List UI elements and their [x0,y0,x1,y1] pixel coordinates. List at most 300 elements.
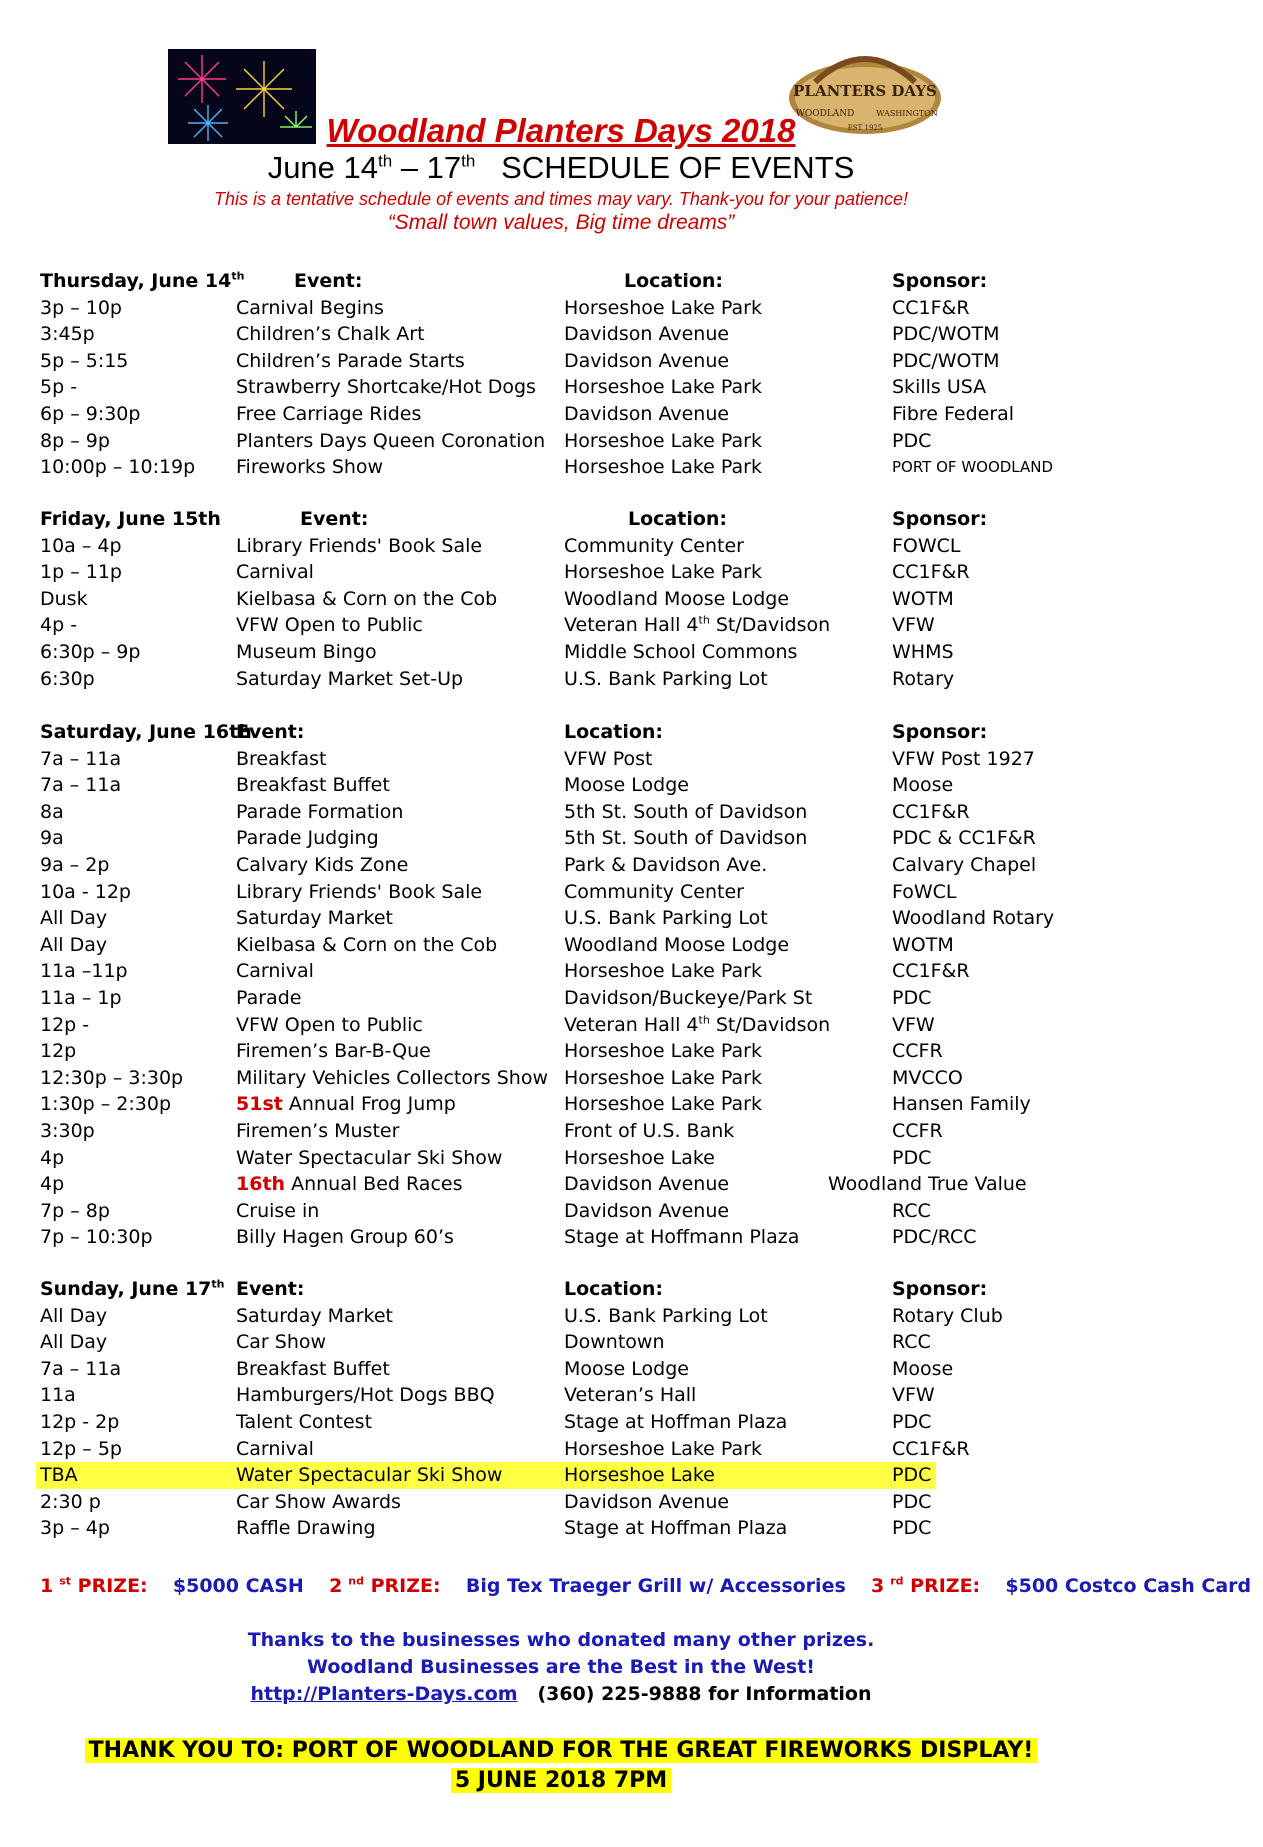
event-sponsor: CCFR [892,1040,943,1063]
event-time: 6p – 9:30p [40,403,141,425]
event-name [236,1118,399,1145]
event-name [236,772,390,799]
schedule-row [0,1038,1122,1065]
event-sponsor: PDC [892,1146,932,1169]
event-name [236,1356,390,1383]
event-name-text: Carnival [236,561,314,584]
event-location-text: U.S. Bank Parking Lot [564,907,768,930]
event-name [236,879,482,906]
event-time: 12p [40,1040,77,1063]
event-location [564,746,653,773]
day-label [40,1276,224,1303]
schedule-row [0,799,1122,826]
event-location-text: Front of U.S. Bank [564,1120,735,1142]
event-name [236,1462,502,1489]
event-ordinal: 16th [236,1173,286,1196]
event-sponsor: PDC/WOTM [892,349,1000,372]
event-time: All Day [40,1331,108,1354]
event-time: 7p – 8p [40,1199,110,1222]
event-name [236,428,545,455]
event-name-text: VFW Open to Public [236,614,423,637]
schedule-row [0,321,1122,348]
event-name-text: Parade [236,987,302,1009]
event-location [564,559,762,586]
event-col-header: Event: [300,508,369,530]
location-col-header: Location: [628,508,728,530]
event-time: 9a – 2p [40,854,110,876]
event-name-text: VFW Open to Public [236,1013,423,1036]
event-name [236,374,536,401]
event-name [236,1224,454,1251]
schedule-row [0,1145,1122,1172]
event-location [564,1038,762,1065]
event-name-text: Kielbasa & Corn on the Cob [236,933,498,956]
event-location-text: Horseshoe Lake Park [564,1437,762,1460]
event-col-header: Event: [236,721,305,743]
event-name [236,1171,462,1198]
event-name [236,1145,502,1172]
event-location [564,1012,830,1039]
location-col-header: Location: [564,721,664,743]
page-title: Woodland Planters Days 2018 [326,112,796,149]
schedule-row [0,1012,1122,1039]
schedule-row [0,428,1122,455]
location-rest: St/Davidson [709,614,831,637]
tentative-note: This is a tentative schedule of events and times may vary. Thank-you for your patience! [213,189,908,209]
event-sponsor: VFW [892,614,935,637]
event-location-text: Veteran’s Hall [564,1384,697,1407]
event-time: 3p – 10p [40,296,122,319]
event-time: 10a – 4p [40,534,122,557]
schedule-row [0,295,1122,322]
fireworks-date-banner [0,1768,1122,1793]
schedule-row [0,772,1122,799]
event-location [564,401,729,428]
event-location [564,1303,768,1330]
schedule-row [0,1356,1122,1383]
schedule-row [0,1065,1122,1092]
event-name-text: Car Show [236,1331,327,1354]
event-time: 12p - [40,1013,90,1036]
event-location-text: Stage at Hoffmann Plaza [564,1226,800,1249]
event-sponsor: PDC [892,1411,932,1433]
schedule-row [0,533,1122,560]
event-location [564,612,830,639]
schedule-row [0,825,1122,852]
schedule-row [0,1118,1122,1145]
event-sponsor: PDC [892,1464,932,1487]
event-location-text: VFW Post [564,747,653,770]
event-name [236,1065,548,1092]
event-name-text: Saturday Market Set-Up [236,667,464,690]
schedule-row [0,1224,1122,1251]
event-name-text: Annual Frog Jump [282,1093,456,1116]
schedule-subtitle [0,150,1122,186]
event-sponsor: PORT OF WOODLAND [892,458,1054,477]
event-location-text: Moose Lodge [564,1357,689,1380]
event-sponsor: Calvary Chapel [892,854,1037,876]
event-col-header: Event: [294,270,363,292]
event-name-text: Library Friends' Book Sale [236,880,483,903]
event-location-text: Horseshoe Lake Park [564,960,762,983]
schedule-row [0,932,1122,959]
event-location-text: Davidson Avenue [564,1490,730,1513]
day-label-sup: th [231,269,245,283]
day-label-text: Thursday, June 14 [40,270,232,292]
event-time: 3p – 4p [40,1517,110,1540]
sponsor-col-header: Sponsor: [892,721,988,743]
event-name [236,1198,319,1225]
event-location [564,295,762,322]
event-time: TBA [40,1464,78,1487]
event-name [236,533,482,560]
event-name-text: Firemen’s Bar-B-Que [236,1040,431,1063]
event-location [564,666,768,693]
event-location-text: Community Center [564,534,744,557]
event-time: 7a – 11a [40,1357,122,1380]
event-name [236,1329,326,1356]
event-name-text: Library Friends' Book Sale [236,534,483,557]
event-name-text: Talent Contest [236,1411,373,1433]
schedule-row [0,639,1122,666]
event-location-text: Davidson Avenue [564,349,730,372]
event-location [564,825,807,852]
day-header-row [0,506,1122,533]
schedule-row [0,852,1122,879]
event-name-text: Water Spectacular Ski Show [236,1146,503,1169]
schedule-row [0,1171,1122,1198]
schedule-row [0,559,1122,586]
event-location [564,1091,762,1118]
event-name [236,639,377,666]
event-time: 6:30p [40,667,95,690]
event-sponsor: Moose [892,774,954,797]
subtitle-sup2: th [461,151,476,171]
event-time: 12p – 5p [40,1437,122,1460]
schedule-row [0,985,1122,1012]
event-name [236,985,301,1012]
event-time: 7a – 11a [40,774,122,797]
event-location [564,1489,729,1516]
event-location-text: Middle School Commons [564,641,798,663]
info-line [0,1683,1122,1705]
event-name-text: Hamburgers/Hot Dogs BBQ [236,1384,495,1407]
event-location-text: U.S. Bank Parking Lot [564,667,768,690]
schedule-row [0,746,1122,773]
event-name-text: Fireworks Show [236,456,384,479]
event-time: 10:00p – 10:19p [40,456,196,479]
event-name-text: Parade Judging [236,827,379,850]
schedule-row [0,666,1122,693]
event-sponsor: VFW Post 1927 [892,747,1035,770]
event-sponsor: CC1F&R [892,296,970,319]
event-time: 4p [40,1146,65,1169]
event-location [564,1171,729,1198]
event-location [564,1145,715,1172]
event-sponsor: Rotary [892,667,955,690]
location-col-header: Location: [624,270,724,292]
event-name-text: Planters Days Queen Coronation [236,429,546,452]
event-location [564,1515,787,1542]
event-time: 4p [40,1173,65,1196]
location-sup: th [698,614,710,628]
event-name-text: Free Carriage Rides [236,403,422,425]
event-name [236,586,497,613]
event-location [564,454,762,481]
event-sponsor: CC1F&R [892,960,970,983]
event-location [564,799,807,826]
location-rest: St/Davidson [709,1013,831,1036]
event-sponsor: RCC [892,1331,931,1354]
prize-1: 1 $^{st}$ PRIZE: $5000 CASH [40,1574,304,1597]
subtitle-rest: SCHEDULE OF EVENTS [475,150,855,185]
event-sponsor: PDC & CC1F&R [892,827,1036,850]
event-time: 12:30p – 3:30p [40,1066,184,1089]
event-ordinal: 51st [236,1093,283,1116]
prize-3: 3 $^{rd}$ PRIZE: $500 Costco Cash Card [871,1574,1252,1597]
prize-2: 2 $^{nd}$ PRIZE: Big Tex Traeger Grill w/ Accessories [329,1574,846,1597]
event-location-text: Stage at Hoffman Plaza [564,1517,788,1540]
event-location-text: U.S. Bank Parking Lot [564,1304,768,1327]
schedule-row [0,374,1122,401]
event-location-text: Stage at Hoffman Plaza [564,1411,788,1433]
day-label-text: Saturday, June 16th [40,721,252,743]
event-sponsor: CCFR [892,1120,943,1142]
event-name [236,1382,495,1409]
event-location-text: 5th St. South of Davidson [564,800,808,823]
day-label-text: Sunday, June 17 [40,1278,212,1300]
event-sponsor: VFW [892,1384,935,1407]
event-name [236,1515,376,1542]
event-location [564,985,812,1012]
phone-info: (360) 225-9888 for Information [517,1683,872,1705]
event-name [236,401,421,428]
event-location [564,1382,696,1409]
event-name-text: Children’s Chalk Art [236,323,425,346]
event-location-text: Horseshoe Lake Park [564,376,762,399]
event-name [236,666,463,693]
event-col-header: Event: [236,1278,305,1300]
event-sponsor: MVCCO [892,1066,963,1089]
event-sponsor: CC1F&R [892,800,970,823]
event-name-text: Breakfast Buffet [236,774,390,797]
event-time: 11a –11p [40,960,128,983]
event-location [564,879,744,906]
schedule-row [0,586,1122,613]
schedule-row [0,1303,1122,1330]
event-sponsor: CC1F&R [892,1437,970,1460]
event-time: 11a – 1p [40,987,122,1009]
event-name-text: Car Show Awards [236,1490,401,1513]
event-location [564,1356,689,1383]
event-location [564,772,689,799]
day-label [40,268,244,295]
day-header-row [0,719,1122,746]
event-sponsor: PDC [892,987,932,1009]
day-label [40,719,252,746]
event-name [236,932,497,959]
day-header-row [0,268,1122,295]
event-location [564,348,729,375]
event-sponsor: Hansen Family [892,1093,1031,1116]
event-time: 1p – 11p [40,561,122,584]
tagline: “Small town values, Big time dreams” [387,211,735,234]
event-name [236,1303,393,1330]
event-location-text: Horseshoe Lake Park [564,1040,762,1063]
event-name-text: Calvary Kids Zone [236,854,409,876]
schedule-row [0,1409,1122,1436]
event-location-text: Moose Lodge [564,774,689,797]
event-name-text: Breakfast [236,747,327,770]
event-location-text: Horseshoe Lake Park [564,429,762,452]
event-sponsor: Rotary Club [892,1304,1003,1327]
schedule-row [36,1462,936,1489]
event-name [236,852,408,879]
event-name-text: Military Vehicles Collectors Show [236,1066,548,1089]
day-label [40,506,221,533]
event-location-text: Davidson/Buckeye/Park St [564,987,813,1009]
event-sponsor: WHMS [892,641,954,663]
event-location [564,428,762,455]
event-location-text: Veteran Hall 4 [564,1013,699,1036]
event-time: All Day [40,907,108,930]
event-location [564,1462,715,1489]
event-location-text: Horseshoe Lake [564,1146,715,1169]
location-sup: th [698,1013,710,1027]
event-name [236,348,465,375]
event-time: 3:30p [40,1120,95,1142]
event-location [564,1198,729,1225]
event-time: 8a [40,800,64,823]
event-sponsor: PDC/WOTM [892,323,1000,346]
event-sponsor: WOTM [892,587,954,610]
event-location [564,374,762,401]
subtitle-start: June 14 [267,150,379,185]
event-location [564,905,768,932]
fireworks-thanks-banner [0,1738,1122,1763]
event-time: 8p – 9p [40,429,110,452]
event-location [564,958,762,985]
event-name [236,454,383,481]
event-time: 1:30p – 2:30p [40,1093,172,1116]
event-time: 3:45p [40,323,95,346]
day-header-row [0,1276,1122,1303]
event-sponsor: PDC [892,429,932,452]
event-sponsor: RCC [892,1199,931,1222]
event-name [236,321,425,348]
sponsor-col-header: Sponsor: [892,270,988,292]
event-name [236,825,379,852]
event-location [564,932,789,959]
event-location-text: Woodland Moose Lodge [564,933,790,956]
event-location [564,639,797,666]
location-col-header: Location: [564,1278,664,1300]
event-location-text: 5th St. South of Davidson [564,827,808,850]
prizes-line [40,1575,1263,1597]
event-time: 9a [40,827,64,850]
event-name-text: Saturday Market [236,1304,393,1327]
schedule-row [0,1382,1122,1409]
event-sponsor: PDC [892,1490,932,1513]
day-label-sup: th [211,1277,225,1291]
event-name-text: Carnival [236,1437,314,1460]
event-time: 5p – 5:15 [40,349,129,372]
event-name-text: Firemen’s Muster [236,1120,400,1142]
event-location [564,852,767,879]
event-name [236,559,314,586]
website-link[interactable]: http://Planters-Days.com [250,1683,518,1705]
event-location [564,1436,762,1463]
event-name [236,295,384,322]
schedule-row [0,905,1122,932]
event-sponsor: WOTM [892,933,954,956]
event-name [236,799,403,826]
event-location [564,1329,665,1356]
logo-left: WOODLAND [795,109,855,119]
event-name [236,1038,431,1065]
event-location-text: Horseshoe Lake Park [564,1066,762,1089]
schedule-row [0,958,1122,985]
event-location-text: Woodland Moose Lodge [564,587,790,610]
event-location [564,586,789,613]
event-sponsor: CC1F&R [892,561,970,584]
event-name-text: Cruise in [236,1199,320,1222]
event-name-text: Raffle Drawing [236,1517,376,1540]
subtitle-dash: – 17 [392,150,462,185]
event-name-text: Billy Hagen Group 60’s [236,1226,454,1249]
event-location-text: Park & Davidson Ave. [564,854,768,876]
event-time: 7a – 11a [40,747,122,770]
event-location-text: Davidson Avenue [564,1173,730,1196]
event-name-text: Carnival [236,960,314,983]
event-time: All Day [40,933,108,956]
event-name [236,1436,314,1463]
banner-line-1: THANK YOU TO: PORT OF WOODLAND FOR THE GREAT FIREWORKS DISPLAY! [85,1738,1038,1763]
event-sponsor: VFW [892,1013,935,1036]
event-location-text: Davidson Avenue [564,403,730,425]
event-sponsor: Woodland Rotary [892,907,1055,930]
event-location-text: Davidson Avenue [564,323,730,346]
logo-est: EST 1925 [847,124,883,132]
event-name-text: Saturday Market [236,907,393,930]
day-label-text: Friday, June 15th [40,508,221,530]
event-location [564,1409,787,1436]
event-time: All Day [40,1304,108,1327]
sponsor-col-header: Sponsor: [892,1278,988,1300]
schedule-row [0,1198,1122,1225]
event-location-text: Horseshoe Lake Park [564,561,762,584]
event-location-text: Community Center [564,880,744,903]
schedule-row [0,612,1122,639]
event-location [564,533,744,560]
subtitle-sup1: th [378,151,393,171]
event-location-text: Horseshoe Lake Park [564,296,762,319]
event-location [564,321,729,348]
event-location-text: Horseshoe Lake [564,1464,715,1487]
schedule-row [0,1436,1122,1463]
event-name [236,1091,456,1118]
event-location-text: Veteran Hall 4 [564,614,699,637]
event-sponsor: Woodland True Value [828,1173,1027,1196]
event-time: Dusk [40,587,88,610]
banner-line-2: 5 JUNE 2018 7PM [451,1768,671,1793]
event-location-text: Horseshoe Lake Park [564,456,762,479]
event-sponsor: Skills USA [892,376,987,399]
event-name [236,1012,423,1039]
event-name [236,612,423,639]
event-name-text: Children’s Parade Starts [236,349,465,372]
event-name [236,958,314,985]
